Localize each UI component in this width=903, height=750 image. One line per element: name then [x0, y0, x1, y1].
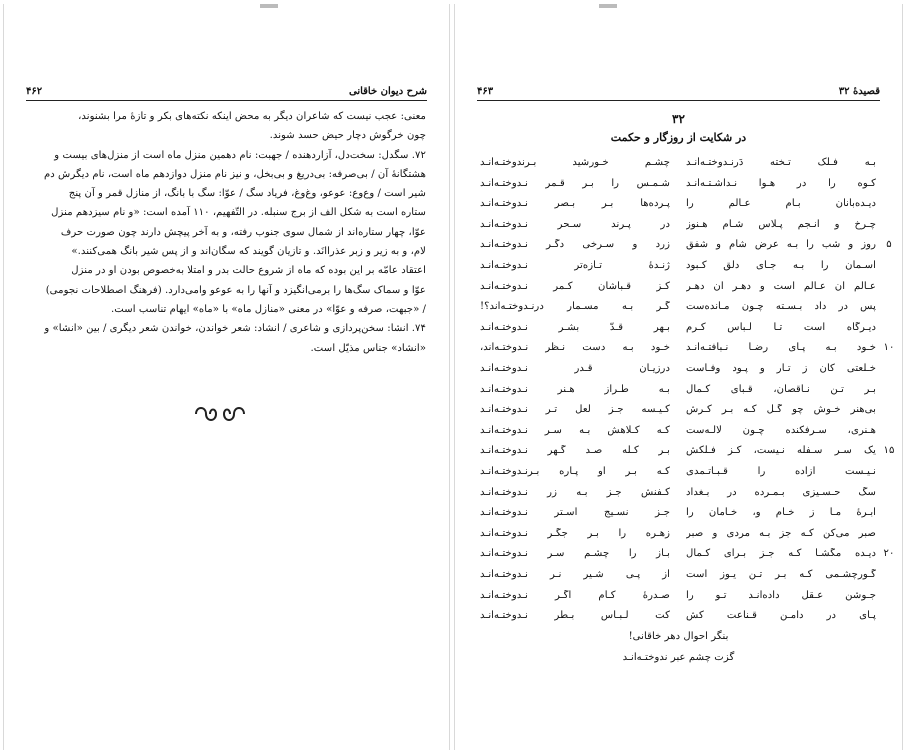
verse-row — [455, 178, 902, 196]
page-number: ۴۶۳ — [477, 86, 494, 97]
hemistich-first: چـرخ و انـجم پـلاس شـام هـنوز — [686, 218, 876, 230]
hemistich-second: صـدرهٔ کـام اگـر نـدوختـه‌انـد — [480, 589, 670, 601]
verse-number: ۵ — [886, 239, 892, 251]
header-title: شرح دیوان خاقانی — [348, 86, 427, 97]
page-edge-mark — [260, 4, 278, 8]
poem-number: ۳۲ — [672, 112, 685, 126]
hemistich-first: آسـمان را بـه جـای دلق کـبود — [686, 260, 876, 271]
header-rule — [26, 100, 427, 101]
verse-row — [455, 363, 902, 381]
hemistich-first: نـیـست آزاده را قـبـاتـمدی — [686, 466, 876, 477]
hemistich-second: بـاز را چشـم سـر نـدوختـه‌انـد — [480, 548, 670, 560]
running-header — [477, 86, 880, 100]
hemistich-second: ژنـدهٔ تـازه‌تر نـدوختـه‌انـد — [480, 260, 670, 271]
hemistich-second: در پـرند سـحر نـدوختـه‌انـد — [480, 218, 670, 230]
verse-row — [455, 239, 902, 257]
verse-row — [455, 342, 902, 360]
verse-row — [455, 466, 902, 484]
verse-row — [455, 322, 902, 340]
hemistich-second: چشـم خـورشید بـرندوختـه‌انـد — [480, 157, 670, 168]
hemistich-second: کـه بـر او پـاره بـرنـدوختـه‌انـد — [480, 466, 670, 477]
page-number: ۴۶۲ — [26, 86, 43, 97]
hemistich-second: شـمـس را بـر قـمر نـدوختـه‌انـد — [480, 177, 670, 189]
verse-row — [455, 281, 902, 299]
verse-row — [455, 157, 902, 175]
hemistich-first: خـلعتی کآن ز تـار و پـود وفـاست — [686, 363, 876, 374]
hemistich-first: عـالم آن عـالم است و دهـر آن دهـر — [686, 280, 876, 292]
verse-row — [455, 445, 902, 463]
hemistich-first: گـورچشـمی کـه بـر تـن یـوز است — [686, 569, 876, 580]
text-line: اعتقاد عامّه بر این بوده که ماه از شروع حالت بدر و امتلا به‌خصوص بودن او در منزل — [71, 265, 426, 277]
verse-row — [455, 528, 902, 546]
hemistich-second: خـود بـه دست نـظر نـدوختـه‌اند، — [480, 342, 670, 354]
hemistich-second: بـه طـراز هـنر نـدوختـه‌انـد — [480, 383, 670, 395]
hemistich-second: پـرده‌ها بـر بـصر نـدوختـه‌انـد — [480, 198, 670, 210]
text-line: عوّا و سماک سگ‌ها را برمی‌انگیزد و آنها را به عوعو وامی‌دارد. (فرهنگ اصطلاحات نجومی) — [45, 284, 426, 296]
hemistich-second: زهـره را بـر جگـر نـدوختـه‌انـد — [480, 527, 670, 539]
running-header — [26, 86, 427, 100]
hemistich-first: خـود بـه پـای رضـا نـبافتـه‌انـد — [686, 342, 876, 354]
text-line: ستاره است به شکل الف از برج سنبله. در التّفهیم، ۱۱۰ آمده است: «و نام سیزدهم منزل — [51, 207, 426, 219]
hemistich-second: کـفنش جـز بـه زر نـدوختـه‌انـد — [480, 486, 670, 498]
hemistich-first: یک سـر سـفله نـیست، کـز فـلکش — [686, 445, 876, 457]
hemistich-second: از پـی شـیر نـر نـدوختـه‌انـد — [480, 569, 670, 580]
hemistich-first: جـوشن عـقل داده‌انـد تـو را — [686, 589, 876, 601]
hemistich-first: پس در داد بـسـته چـون مـانده‌ست — [686, 301, 876, 313]
hemistich-first: روز و شب را بـه عرض شام و شفق — [686, 239, 876, 251]
hemistich-first: کـوه را در هـوا نـداشـتـه‌انـد — [686, 177, 876, 189]
text-line: / «جبهت، صرفه و عوّا» در معنی «منازل ماه» با «ماه» ایهام تناسب است. — [110, 303, 426, 315]
hemistich-first: بـه فـلک تـخته دَرنـدوختـه‌انـد — [686, 157, 876, 168]
right-page — [454, 4, 903, 750]
text-line: ۷۴. انشا: سخن‌پردازی و شاعری / انشاد: شعر خواندن، خواندن شعر دیگری / بین «انشا» و — [44, 323, 426, 335]
hemistich-second: کت لـبـاس بـطر نـدوختـه‌انـد — [480, 610, 670, 622]
hemistich-first: بی‌هنر خـوش چو گـل کـه بـر کـرش — [686, 404, 876, 416]
closing-line-1: بنگر احوال دهر خاقانی! — [628, 631, 729, 642]
hemistich-second: کـیـسه جـز لعل تـر نـدوختـه‌انـد — [480, 404, 670, 416]
verse-row — [455, 404, 902, 422]
poem-title: در شکایت از روزگار و حکمت — [610, 131, 747, 144]
hemistich-first: دیـده مگشـا کـه جـز بـرای کـمال — [686, 548, 876, 560]
verse-number: ۱۰ — [883, 342, 895, 354]
commentary-text — [26, 107, 426, 358]
verse-row — [455, 301, 902, 319]
hemistich-second: کـه کـلاهش بـه سـر نـدوختـه‌انـد — [480, 424, 670, 436]
verse-row — [455, 569, 902, 587]
text-line: چون خرگوش دچار حیض حسد شوند. — [269, 130, 426, 142]
text-line: هشتگانهٔ آن / بی‌صرفه: بی‌دریغ و بی‌بخل، و نیز نام منزل دوازدهم ماه است، نام دیگرش دم — [43, 168, 426, 180]
closing-line-2: گزت چشم عبر ندوختـه‌انـد — [622, 652, 735, 663]
hemistich-first: دیـرگاه است تـا لـباس کـرم — [686, 321, 876, 333]
verse-row — [455, 487, 902, 505]
verse-number: ۲۰ — [883, 548, 895, 560]
verse-row — [455, 425, 902, 443]
ornament-icon-svg — [192, 402, 248, 426]
verse-row — [455, 384, 902, 402]
header-rule — [477, 100, 880, 101]
verse-row — [455, 610, 902, 628]
header-title: قصیدهٔ ۳۲ — [838, 86, 880, 97]
hemistich-second: درزیـان قـدر نـدوختـه‌انـد — [480, 363, 670, 374]
ornament-icon — [192, 402, 248, 432]
hemistich-second: کـز قـباشان کـمر نـدوختـه‌انـد — [480, 280, 670, 292]
text-line: لام، و به زیر و زبر عذراانَد. و تازیان گویند که سگان‌اند و از پس شیر بانگ همی‌کنند.» — [71, 246, 426, 258]
verse-number: ۱۵ — [883, 445, 895, 457]
verse-row — [455, 260, 902, 278]
text-line: معنی: عجب نیست که شاعران دیگر به محض اینکه نکته‌های بکر و تازهٔ مرا بشنوند، — [78, 111, 426, 122]
hemistich-second: گـر بـه مسـمار درنـدوختـه‌اند؟! — [480, 301, 670, 313]
text-line: «انشاد» جناس مذیّل است. — [310, 342, 426, 354]
verse-row — [455, 548, 902, 566]
hemistich-first: بـر تـن نـاقصان، قـبای کـمال — [686, 383, 876, 395]
page-edge-mark — [599, 4, 617, 8]
hemistich-first: هـنری، سـرفکنده چـون لالـه‌ست — [686, 424, 876, 436]
hemistich-second: بـر کـله صـد گـهر نـدوختـه‌انـد — [480, 445, 670, 457]
hemistich-first: دیـده‌بانان بـام عـالم را — [686, 198, 876, 210]
verse-row — [455, 590, 902, 608]
hemistich-first: ابـرهٔ مـا ز خـام و، خـامان را — [686, 507, 876, 519]
hemistich-first: سگ حـسـیزی بـمـرده در بـغداد — [686, 486, 876, 498]
verse-row — [455, 198, 902, 216]
hemistich-first: صبر می‌کن کـه جز بـه مردی و صبر — [686, 527, 876, 539]
verse-row — [455, 507, 902, 525]
verse-row — [455, 219, 902, 237]
text-line: شیر است / وع‌وع: عوعو، وغ‌وغ، فریاد سگ / عوّا: سگ با بانگ، از منازل قمر و آن پنج — [68, 188, 426, 200]
text-line: عوّا، چهار ستاره‌اند از شمال سوی جنوب رفته، و به آخر پیچش دارند چون صورت حرف — [60, 226, 426, 238]
hemistich-second: بـهر قـدّ بشـر نـدوختـه‌انـد — [480, 321, 670, 333]
left-page — [3, 4, 450, 750]
hemistich-first: پـای در دامـن قـناعت کش — [686, 610, 876, 622]
hemistich-second: جـز نسـیج آسـتر نـدوختـه‌انـد — [480, 507, 670, 519]
text-line: ۷۲. سگدل: سخت‌دل، آزاردهنده / جهبت: نام دهمین منزل ماه است از منزل‌های بیست و — [54, 149, 426, 161]
hemistich-second: زرد و سـرخی دگـر نـدوختـه‌انـد — [480, 239, 670, 251]
